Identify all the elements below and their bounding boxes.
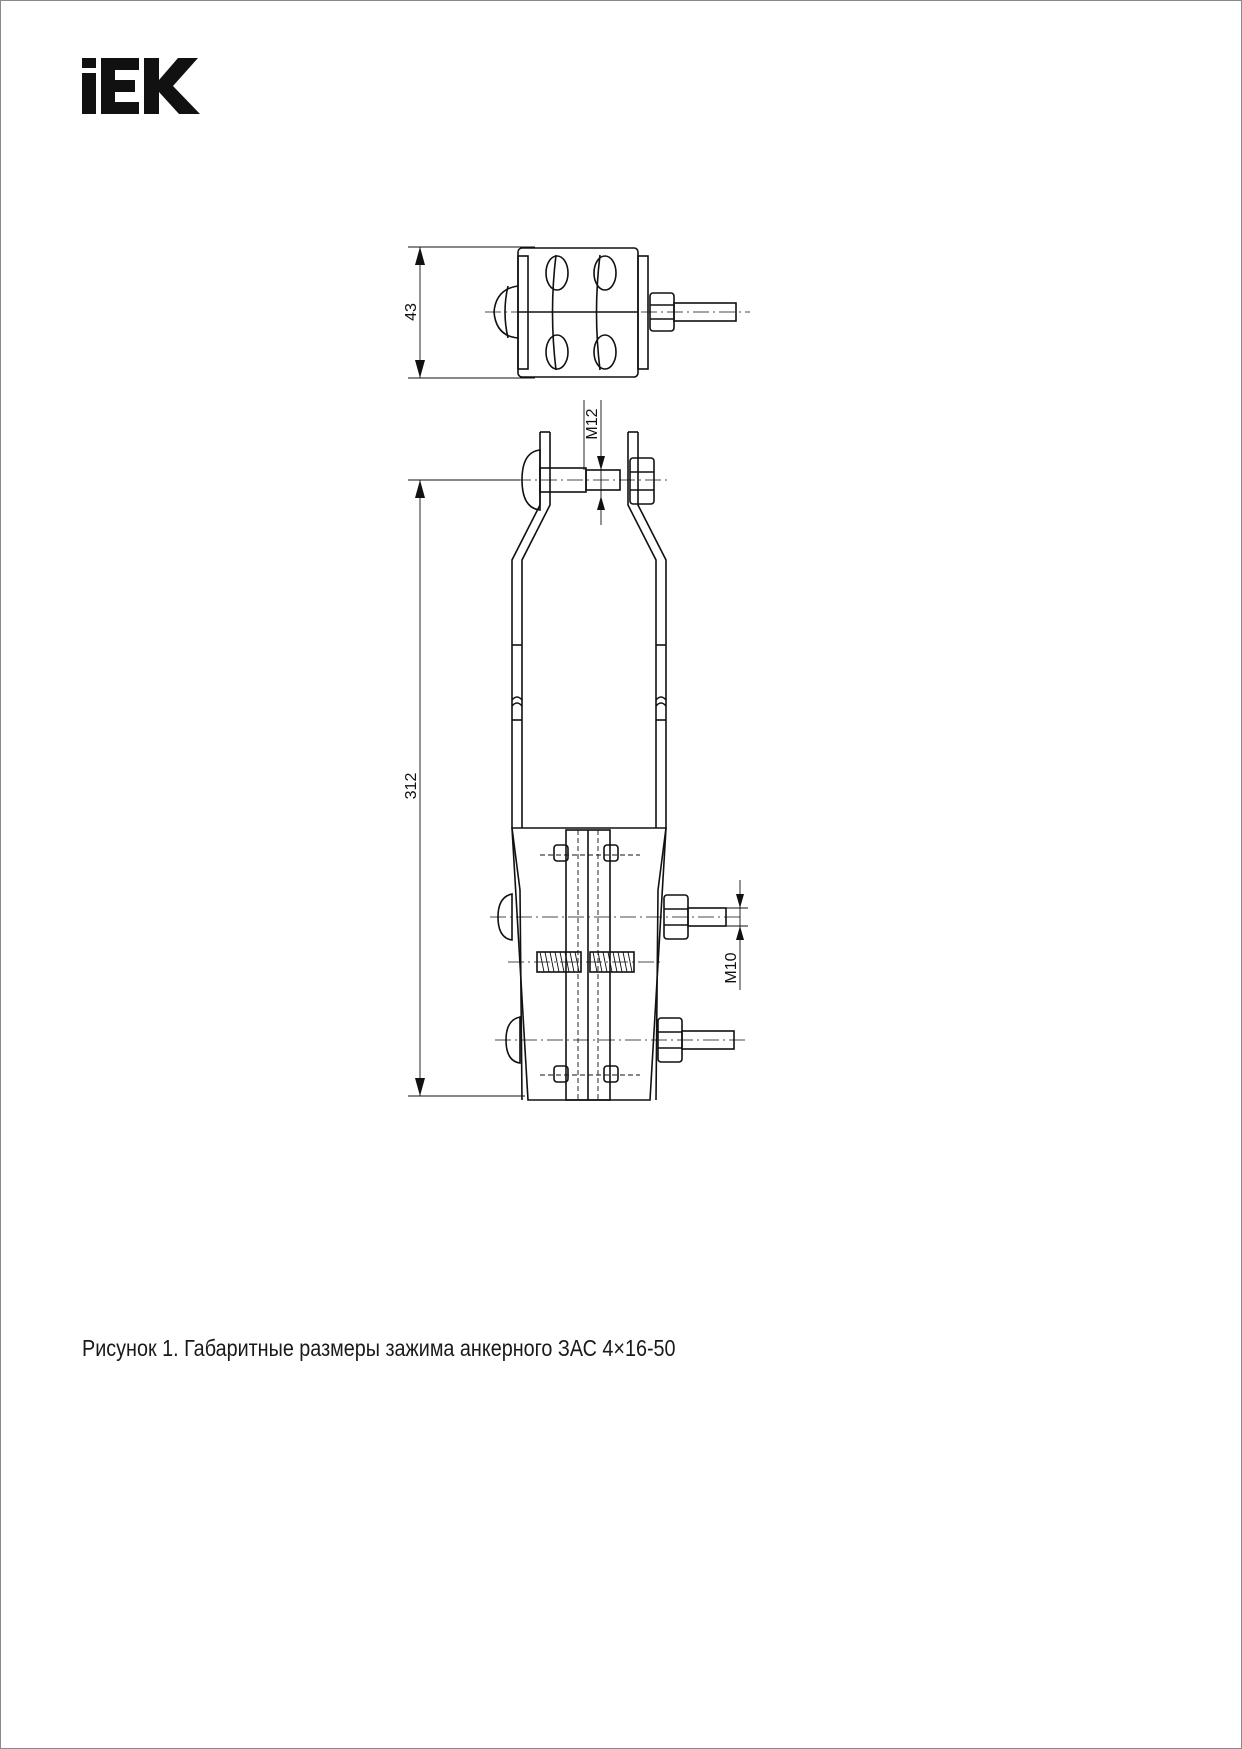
springs	[508, 952, 662, 972]
length-dimension-label: 312	[403, 772, 420, 800]
bolt-top-dimension-label: M12	[584, 408, 601, 440]
front-view	[403, 400, 748, 1100]
top-view	[403, 247, 750, 378]
figure-caption: Рисунок 1. Габаритные размеры зажима анкерного ЗАС 4×16-50	[82, 1335, 676, 1361]
bolt-side-dimension-label: M10	[723, 952, 740, 984]
width-dimension-label: 43	[403, 303, 420, 321]
